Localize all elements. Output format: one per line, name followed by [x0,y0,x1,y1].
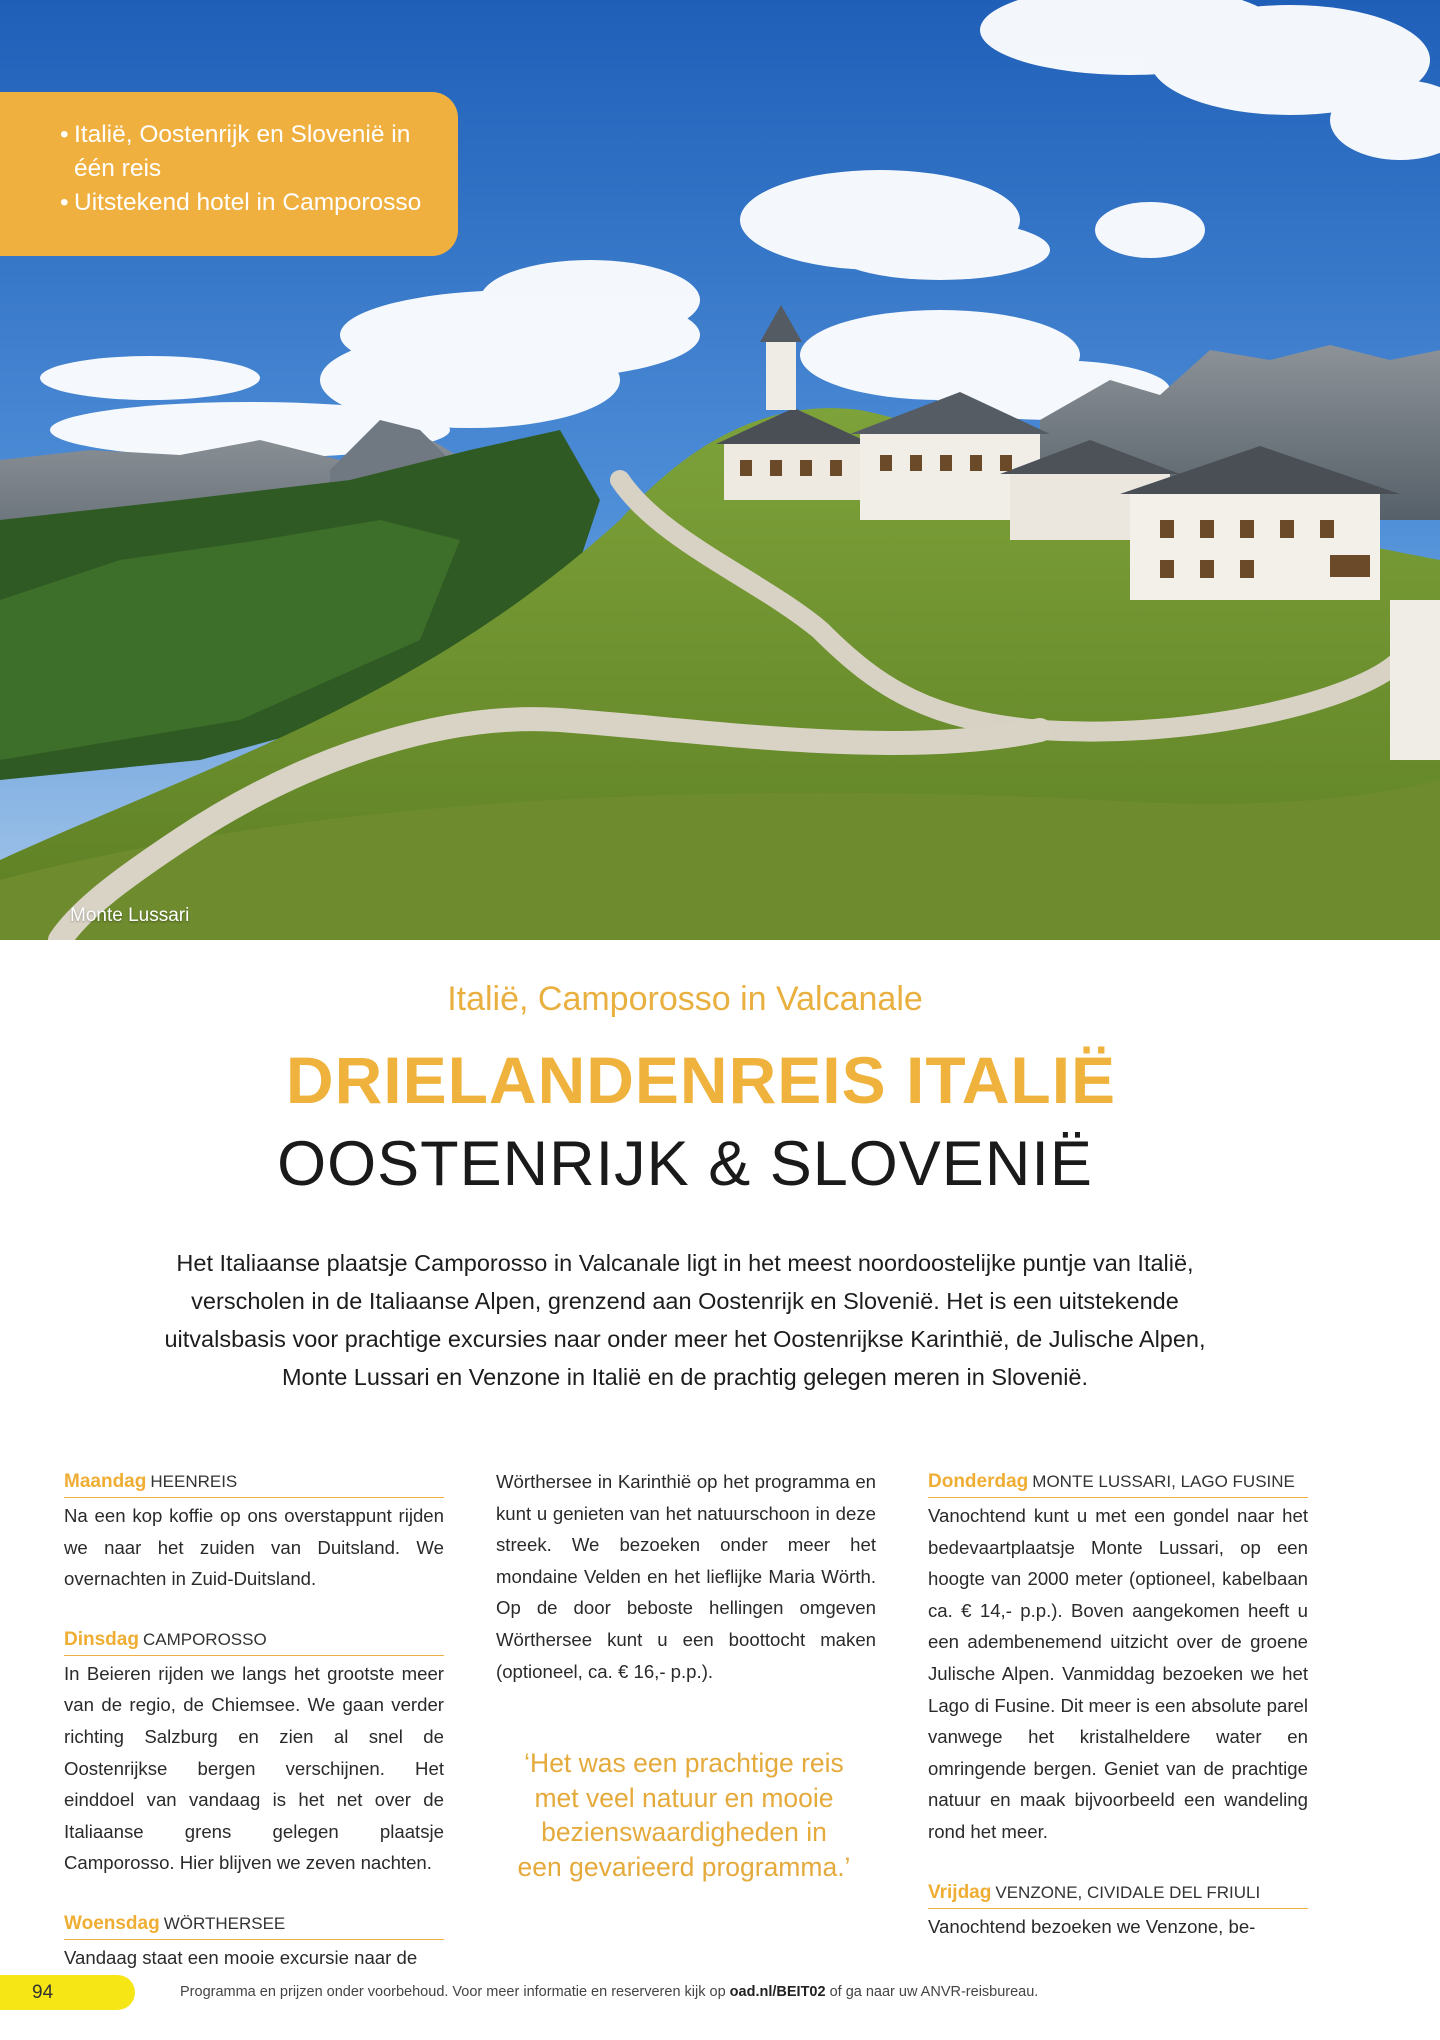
highlights-list [60,118,438,220]
footer-note-text-end: of ga naar uw ANVR-reisbureau. [825,1984,1039,2000]
program-column-3 [928,1466,1308,1942]
day-text-continued: Wörthersee in Karinthië op het programma en kunt u genieten van het natuurschoon in deze streek. We bezoeken onder meer het mondaine Velden en het lieflijke Maria Wörth. Op de door beboste hellingen omgeven Wörthersee kunt u een boottocht maken (optioneel, ca. € 16,- p.p.). [496,1471,876,1682]
highlights-badge [0,92,458,256]
trip-title: DRIELANDENREIS ITALIË [285,1043,1117,1117]
day-donderdag [928,1466,1308,1848]
photo-caption: Monte Lussari [70,905,190,926]
day-woensdag [64,1908,444,1974]
day-text: Vanochtend kunt u met een gondel naar het bedevaartplaatsje Monte Lussari, op een hoogte van 2000 meter (optioneel, kabelbaan ca. € 14,- p.p.). Boven aangekomen heeft u een adembenemend uitzicht over de groene Julische Alpen. Vanmiddag bezoeken we het Lago di Fusine. Dit meer is een absolute parel vanwege het kristalheldere water en omringende bergen. Geniet van de prachtige natuur en maak bijvoorbeeld een wandeling rond het meer. [928,1505,1308,1842]
day-name: Donderdag [928,1471,1029,1492]
footer-link[interactable]: oad.nl/BEIT02 [729,1984,826,2000]
day-name: Dinsdag [64,1628,139,1650]
day-heading [64,1908,444,1940]
page-number: 94 [0,1975,135,2010]
day-text: Vandaag staat een mooie excursie naar de [64,1946,418,1968]
day-dinsdag [64,1624,444,1879]
day-heading [64,1624,444,1656]
highlight-item: • Italië, Oostenrijk en Slovenië in één reis [60,118,438,186]
program-column-2 [496,1466,876,1687]
day-place: CAMPOROSSO [142,1629,267,1649]
day-text: Vanochtend bezoeken we Venzone, be- [928,1915,1256,1937]
day-name: Maandag [64,1471,147,1492]
testimonial-quote: ‘Het was een prachtige reis met veel natuur en mooie bezienswaardigheden in een gevarieerd programma.’ [517,1748,851,1882]
footer-note-text: Programma en prijzen onder voorbehoud. Voor meer informatie en reserveren kijk op [180,1984,730,2000]
day-place: VENZONE, CIVIDALE DEL FRIULI [995,1882,1261,1902]
day-text: Na een kop koffie op ons overstappunt rijden we naar het zuiden van Duitsland. We overnachten in Zuid-Duitsland. [64,1505,444,1590]
trip-title-second-line: OOSTENRIJK & SLOVENIË [277,1129,1093,1199]
intro-paragraph: Het Italiaanse plaatsje Camporosso in Valcanale ligt in het meest noordoostelijke puntje van Italië, verscholen in de Italiaanse Alpen, grenzend aan Oostenrijk en Slovenië. Het is een uitstekende uitvalsbasis voor prachtige excursies naar onder meer het Oostenrijkse Karinthië, de Julische Alpen, Monte Lussari en Venzone in Italië en de prachtig gelegen meren in Slovenië. [164,1250,1206,1390]
day-heading [928,1466,1308,1498]
highlight-item: • Uitstekend hotel in Camporosso [60,186,438,220]
day-place: HEENREIS [150,1472,238,1491]
program-column-1 [64,1466,444,1974]
day-place: WÖRTHERSEE [163,1913,286,1933]
day-maandag [64,1466,444,1595]
day-name: Vrijdag [928,1881,992,1903]
day-place: MONTE LUSSARI, LAGO FUSINE [1032,1472,1295,1491]
day-text: In Beieren rijden we langs het grootste meer van de regio, de Chiemsee. We gaan verder richting Salzburg en zien al snel de Oostenrijkse bergen verschijnen. Het einddoel van vandaag is het net over de Italiaanse grens gelegen plaatsje Camporosso. Hier blijven we zeven nachten. [64,1662,444,1874]
day-heading [928,1877,1308,1909]
day-vrijdag [928,1877,1308,1943]
day-name: Woensdag [64,1912,160,1934]
destination-subtitle: Italië, Camporosso in Valcanale [447,980,923,1018]
day-heading [64,1466,444,1498]
footer-note [180,1984,1038,2000]
